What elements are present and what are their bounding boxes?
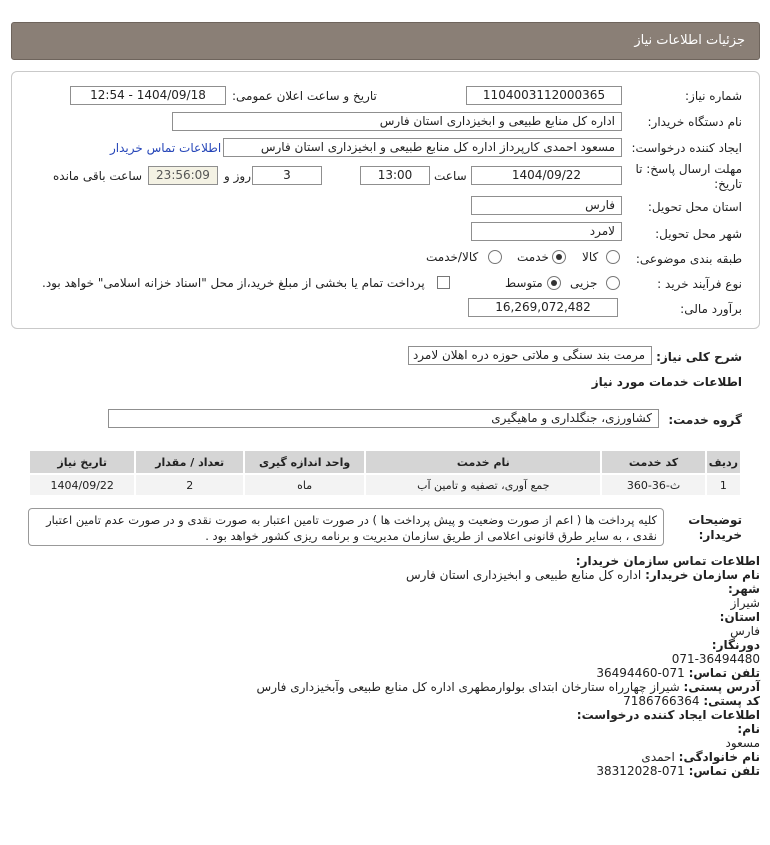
- deadline-time-field[interactable]: 13:00: [360, 166, 430, 185]
- buyer-fax: 071-36494480: [671, 652, 760, 666]
- days-field[interactable]: 3: [252, 166, 322, 185]
- notes-label: توضیحات: [688, 513, 742, 527]
- services-section-title: اطلاعات خدمات مورد نیاز: [591, 375, 742, 389]
- category-option-service: خدمت: [517, 250, 549, 264]
- buyer-org-field[interactable]: اداره کل منابع طبیعی و ابخیزداری استان فارس: [172, 112, 622, 131]
- creator-name: مسعود: [725, 736, 760, 750]
- treasury-payment-checkbox[interactable]: [437, 276, 450, 289]
- province-label: استان محل تحویل:: [647, 200, 742, 214]
- deadline-label: مهلت ارسال پاسخ: تا: [635, 162, 742, 176]
- buyer-contact-section: [20, 554, 760, 778]
- estimate-label: برآورد مالی:: [680, 302, 742, 316]
- buyer-org-label: نام دستگاه خریدار:: [647, 115, 742, 129]
- remaining-label: ساعت باقی مانده: [53, 169, 143, 183]
- announce-field[interactable]: 1404/09/18 - 12:54: [70, 86, 226, 105]
- col-date: تاریخ نیاز: [29, 450, 135, 474]
- buyer-phone-label: تلفن تماس:: [688, 666, 760, 680]
- cell-code: ث-36-360: [601, 474, 705, 496]
- city-label: شهر محل تحویل:: [655, 227, 742, 241]
- creator-label: ایجاد کننده درخواست:: [631, 141, 742, 155]
- col-code: کد خدمت: [601, 450, 705, 474]
- remaining-timer: 23:56:09: [148, 166, 218, 185]
- process-option-medium: متوسط: [505, 276, 543, 290]
- buyer-contact-link[interactable]: اطلاعات تماس خریدار: [110, 141, 222, 155]
- notes-box: کلیه پرداخت ها ( اعم از صورت وضعیت و پیش پرداخت ها ) در صورت تامین اعتبار به صورت نقدی و در صورت عدم تامین اعتبار نقدی ، به سایر طرق قانونی اعلامی از طریق سازمان مدیریت و برنامه ریزی کشور خواهد بود .: [28, 508, 664, 546]
- buyer-address-label: آدرس پستی:: [683, 680, 760, 694]
- buyer-org-name-label: نام سازمان خریدار:: [645, 568, 760, 582]
- buyer-province-label: استان:: [719, 610, 760, 624]
- time-label: ساعت: [434, 169, 467, 183]
- creator-field[interactable]: مسعود احمدی کارپرداز اداره کل منابع طبیعی و ابخیزداری استان فارس: [223, 138, 622, 157]
- province-field[interactable]: فارس: [471, 196, 622, 215]
- creator-phone-label: تلفن تماس:: [688, 764, 760, 778]
- category-option-both: کالا/خدمت: [426, 250, 479, 264]
- table-row[interactable]: [29, 474, 741, 496]
- process-radio-medium[interactable]: [547, 276, 561, 290]
- summary-field[interactable]: مرمت بند سنگی و ملاتی حوزه دره اهلان لامرد: [408, 346, 652, 365]
- page-header: [11, 22, 760, 60]
- creator-contact-title: اطلاعات ایجاد کننده درخواست:: [576, 708, 760, 722]
- process-label: نوع فرآیند خرید :: [657, 277, 742, 291]
- services-table: [28, 449, 742, 497]
- category-radio-service[interactable]: [552, 250, 566, 264]
- category-option-goods: کالا: [582, 250, 599, 264]
- buyer-org-name: اداره کل منابع طبیعی و ابخیزداری استان فارس: [405, 568, 642, 582]
- buyer-fax-label: دورنگار:: [711, 638, 760, 652]
- services-table-header: [29, 450, 741, 474]
- buyer-city-label: شهر:: [728, 582, 760, 596]
- category-label: طبقه بندی موضوعی:: [635, 252, 742, 266]
- creator-family: احمدی: [641, 750, 675, 764]
- buyer-postal-label: کد پستی:: [703, 694, 760, 708]
- col-row: ردیف: [706, 450, 741, 474]
- col-name: نام خدمت: [365, 450, 601, 474]
- category-radio-both[interactable]: [488, 250, 502, 264]
- process-option-minor: جزیی: [570, 276, 598, 290]
- cell-date: 1404/09/22: [29, 474, 135, 496]
- cell-quantity: 2: [135, 474, 244, 496]
- need-number-field[interactable]: 1104003112000365: [466, 86, 622, 105]
- announce-label: تاریخ و ساعت اعلان عمومی:: [232, 89, 377, 103]
- treasury-payment-note: پرداخت تمام یا بخشی از مبلغ خرید،از محل "اسناد خزانه اسلامی" خواهد بود.: [42, 276, 425, 290]
- process-radio-minor[interactable]: [606, 276, 620, 290]
- buyer-phone: 071-36494460: [596, 666, 685, 680]
- category-radio-goods[interactable]: [606, 250, 620, 264]
- creator-phone: 071-38312028: [596, 764, 685, 778]
- city-field[interactable]: لامرد: [471, 222, 622, 241]
- notes-label-buyer: خریدار:: [698, 528, 742, 542]
- estimate-field[interactable]: 16,269,072,482: [468, 298, 618, 317]
- cell-unit: ماه: [244, 474, 365, 496]
- buyer-province: فارس: [730, 624, 760, 638]
- summary-label: شرح کلی نیاز:: [656, 350, 742, 364]
- cell-name: جمع آوری، تصفیه و تامین آب: [365, 474, 601, 496]
- buyer-address: شیراز چهارراه ستارخان ابتدای بولوارمطهری اداره کل منابع طبیعی وآبخیزداری فارس: [256, 680, 680, 694]
- buyer-postal: 7186766364: [623, 694, 700, 708]
- buyer-contact-title: اطلاعات تماس سازمان خریدار:: [575, 554, 760, 568]
- creator-name-label: نام:: [737, 722, 760, 736]
- buyer-city: شیراز: [730, 596, 760, 610]
- days-label: روز و: [224, 169, 251, 183]
- cell-row: 1: [706, 474, 741, 496]
- creator-family-label: نام خانوادگی:: [678, 750, 760, 764]
- deadline-date-label: تاریخ:: [714, 177, 742, 191]
- col-unit: واحد اندازه گیری: [244, 450, 365, 474]
- page-title: جزئیات اطلاعات نیاز: [634, 33, 745, 48]
- need-number-label: شماره نیاز:: [685, 89, 742, 103]
- service-group-field[interactable]: کشاورزی، جنگلداری و ماهیگیری: [108, 409, 659, 428]
- service-group-label: گروه خدمت:: [668, 413, 742, 427]
- deadline-date-field[interactable]: 1404/09/22: [471, 166, 622, 185]
- col-quantity: تعداد / مقدار: [135, 450, 244, 474]
